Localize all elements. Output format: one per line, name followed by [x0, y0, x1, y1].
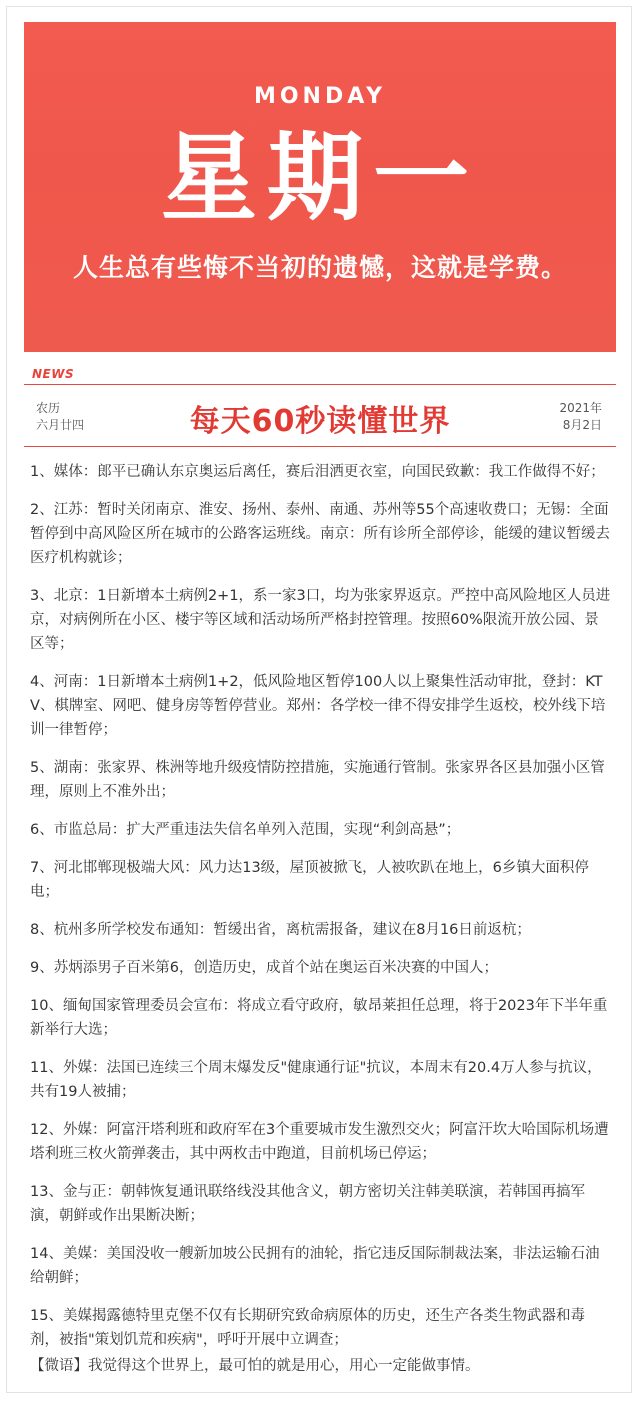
- news-item: 11、外媒：法国已连续三个周末爆发反"健康通行证"抗议，本周末有20.4万人参与抗议，共有19人被捕；: [30, 1060, 602, 1100]
- date-month-day: 8月2日: [562, 418, 602, 432]
- news-item: 1、媒体：郎平已确认东京奥运后离任，赛后泪洒更衣室，向国民致歉：我工作做得不好；: [30, 464, 605, 480]
- banner-slogan: 人生总有些悔不当初的遗憾，这就是学费。: [72, 253, 567, 282]
- news-item: 10、缅甸国家管理委员会宣布：将成立看守政府，敏昂莱担任总理，将于2023年下半年重新举行大选；: [30, 998, 608, 1038]
- news-item: 5、湖南：张家界、株洲等地升级疫情防控措施，实施通行管制。张家界各区县加强小区管理，原则上不准外出；: [30, 760, 605, 800]
- gregorian-date-block: [559, 400, 602, 434]
- news-item: 13、金与正：朝韩恢复通讯联络线没其他含义，朝方密切关注韩美联演，若韩国再搞军演，朝鲜或作出果断决断；: [30, 1184, 585, 1224]
- news-item: 8、杭州多所学校发布通知：暂缓出省，离杭需报备，建议在8月16日前返杭；: [30, 922, 531, 938]
- page-title: 每天60秒读懂世界: [189, 404, 451, 439]
- news-item: 12、外媒：阿富汗塔利班和政府军在3个重要城市发生激烈交火；阿富汗坎大哈国际机场遭塔利班三枚火箭弹袭击，其中两枚击中跑道，目前机场已停运；: [30, 1122, 609, 1162]
- news-item: 4、河南：1日新增本土病例1+2，低风险地区暂停100人以上聚集性活动审批，登封：KTV、棋牌室、网吧、健身房等暂停营业。郑州：各学校一律不得安排学生返校，校外线下培训一律暂停；: [30, 674, 606, 738]
- lunar-date: 六月廿四: [36, 418, 85, 432]
- news-item: 14、美媒：美国没收一艘新加坡公民拥有的油轮，指它违反国际制裁法案，非法运输石油给朝鲜；: [30, 1246, 600, 1286]
- news-item: 15、美媒揭露德特里克堡不仅有长期研究致命病原体的历史，还生产各类生物武器和毒剂，被指"策划饥荒和疾病"，呼吁开展中立调查；: [30, 1308, 585, 1348]
- news-item: 6、市监总局：扩大严重违法失信名单列入范围，实现“利剑高悬”；: [30, 822, 461, 838]
- weekday-english: MONDAY: [253, 84, 387, 109]
- news-item: 7、河北邯郸现极端大风：风力达13级，屋顶被掀飞，人被吹趴在地上，6乡镇大面积停电；: [30, 860, 589, 900]
- news-item: 9、苏炳添男子百米第6，创造历史，成首个站在奥运百米决赛的中国人；: [30, 960, 498, 976]
- daily-quote: 【微语】我觉得这个世界上，最可怕的就是用心，用心一定能做事情。: [30, 1358, 480, 1374]
- banner: [24, 22, 616, 352]
- date-year: 2021年: [559, 401, 602, 415]
- news-item: 2、江苏：暂时关闭南京、淮安、扬州、泰州、南通、苏州等55个高速收费口；无锡：全面暂停到中高风险区所在城市的公路客运班线。南京：所有诊所全部停诊，能缓的建议暂缓去医疗机构就诊；: [30, 502, 610, 566]
- header-bottom-divider: [24, 446, 616, 447]
- weekday-chinese: 星期一: [161, 122, 479, 234]
- news-list: [30, 460, 612, 1366]
- news-item: 3、北京：1日新增本土病例2+1，系一家3口，均为张家界返京。严控中高风险地区人员进京，对病例所在小区、楼宇等区域和活动场所严格封控管理。按照60%限流开放公园、景区等；: [30, 588, 611, 652]
- lunar-label: 农历: [36, 401, 61, 415]
- news-tag: NEWS: [32, 367, 75, 381]
- header-top-divider: [24, 384, 616, 385]
